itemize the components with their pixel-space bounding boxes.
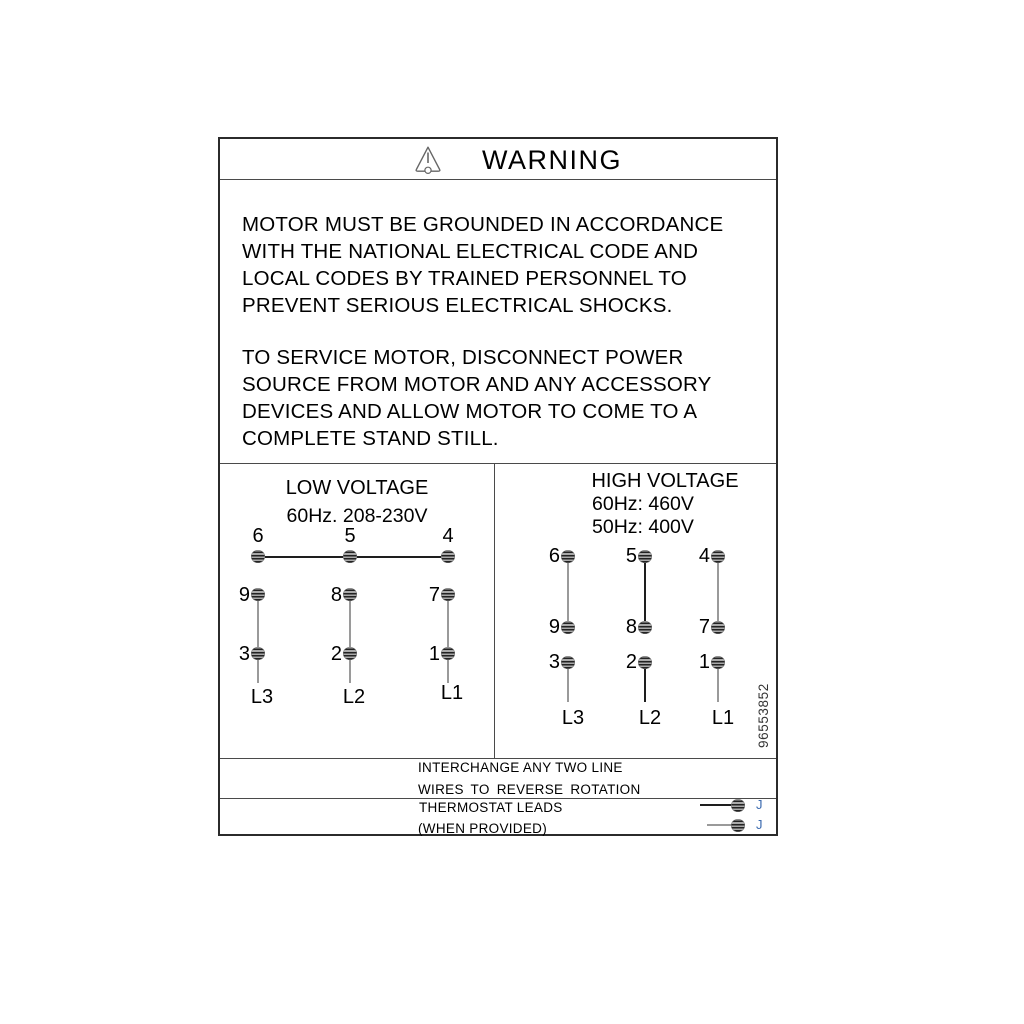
- paragraph-line: MOTOR MUST BE GROUNDED IN ACCORDANCE: [242, 213, 724, 236]
- lv-terminal-8-label: 8: [330, 584, 342, 606]
- lv-terminal-7-dot: [441, 588, 455, 601]
- paragraph-line: SOURCE FROM MOTOR AND ANY ACCESSORY: [242, 373, 712, 396]
- hv-terminal-7-label: 7: [698, 616, 710, 638]
- thermostat-leads-line2: (WHEN PROVIDED): [418, 821, 547, 836]
- rotation-note-line1: INTERCHANGE ANY TWO LINE: [418, 760, 623, 775]
- thermostat-divider: [220, 798, 776, 799]
- hv-terminal-6-label: 6: [548, 545, 560, 567]
- rotation-note-top-divider: [220, 758, 776, 759]
- paragraph-line: WITH THE NATIONAL ELECTRICAL CODE AND: [242, 240, 699, 263]
- lv-terminal-3-dot: [251, 647, 265, 660]
- paragraph-line: DEVICES AND ALLOW MOTOR TO COME TO A: [242, 400, 698, 423]
- paragraph-line: TO SERVICE MOTOR, DISCONNECT POWER: [242, 346, 684, 369]
- paragraph-line: PREVENT SERIOUS ELECTRICAL SHOCKS.: [242, 294, 673, 317]
- thermostat-lead-dot-1: [731, 799, 745, 812]
- header-divider: [220, 179, 776, 180]
- lv-terminal-7-label: 7: [428, 584, 440, 606]
- hv-terminal-6-dot: [561, 550, 575, 563]
- warning-title: WARNING: [482, 145, 622, 175]
- low-voltage-title: LOW VOLTAGE: [285, 477, 429, 499]
- hv-terminal-5-dot: [638, 550, 652, 563]
- rotation-note-line2: WIRES TO REVERSE ROTATION: [418, 782, 641, 797]
- hv-terminal-9-dot: [561, 621, 575, 634]
- hv-terminal-4-dot: [711, 550, 725, 563]
- hv-terminal-7-dot: [711, 621, 725, 634]
- hv-wire-6-9: [567, 556, 569, 627]
- service-warning-paragraph: [242, 344, 762, 452]
- voltage-column-divider: [494, 463, 495, 758]
- lv-terminal-1-label: 1: [428, 643, 440, 665]
- lv-terminal-5-dot: [343, 550, 357, 563]
- lv-lead-l1: L1: [440, 682, 464, 704]
- hv-wire-5-8: [644, 556, 646, 627]
- hv-terminal-5-label: 5: [625, 545, 637, 567]
- high-voltage-subtitle-50hz: 50Hz: 400V: [592, 516, 694, 538]
- thermostat-lead-dot-2: [731, 819, 745, 832]
- grounding-warning-paragraph: [242, 211, 762, 319]
- hv-terminal-2-label: 2: [625, 651, 637, 673]
- voltage-section-divider: [220, 463, 776, 464]
- hv-terminal-4-label: 4: [698, 545, 710, 567]
- motor-warning-label: [218, 137, 778, 836]
- lv-wire-l3: [257, 595, 259, 683]
- hv-terminal-2-dot: [638, 656, 652, 669]
- lv-wire-l1: [447, 595, 449, 683]
- hv-wire-4-7: [717, 556, 719, 627]
- lv-terminal-6-dot: [251, 550, 265, 563]
- hv-lead-l3: L3: [561, 707, 585, 729]
- lv-terminal-2-label: 2: [330, 643, 342, 665]
- thermostat-leads-line1: THERMOSTAT LEADS: [419, 800, 563, 815]
- hv-terminal-3-label: 3: [548, 651, 560, 673]
- hv-terminal-8-dot: [638, 621, 652, 634]
- lv-terminal-6-label: 6: [252, 525, 264, 547]
- hv-terminal-9-label: 9: [548, 616, 560, 638]
- thermostat-lead-j-label-1: J: [756, 797, 763, 812]
- lv-terminal-9-dot: [251, 588, 265, 601]
- lv-terminal-9-label: 9: [238, 584, 250, 606]
- hv-terminal-1-dot: [711, 656, 725, 669]
- lv-terminal-5-label: 5: [344, 525, 356, 547]
- warning-triangle-icon: [413, 144, 443, 174]
- lv-terminal-4-label: 4: [442, 525, 454, 547]
- lv-terminal-8-dot: [343, 588, 357, 601]
- hv-terminal-1-label: 1: [698, 651, 710, 673]
- lv-lead-l3: L3: [250, 686, 274, 708]
- lv-terminal-2-dot: [343, 647, 357, 660]
- hv-terminal-3-dot: [561, 656, 575, 669]
- high-voltage-subtitle-60hz: 60Hz: 460V: [592, 493, 694, 515]
- hv-lead-l2: L2: [638, 707, 662, 729]
- thermostat-lead-j-label-2: J: [756, 817, 763, 832]
- paragraph-line: COMPLETE STAND STILL.: [242, 427, 499, 450]
- thermostat-lead-wire-1: [700, 804, 731, 806]
- thermostat-lead-wire-2: [707, 824, 731, 826]
- part-number: 96553852: [756, 683, 771, 748]
- hv-lead-l1: L1: [711, 707, 735, 729]
- lv-terminal-1-dot: [441, 647, 455, 660]
- lv-terminal-3-label: 3: [238, 643, 250, 665]
- low-voltage-subtitle: 60Hz. 208-230V: [286, 505, 428, 527]
- lv-wire-l2: [349, 595, 351, 683]
- hv-terminal-8-label: 8: [625, 616, 637, 638]
- lv-lead-l2: L2: [342, 686, 366, 708]
- paragraph-line: LOCAL CODES BY TRAINED PERSONNEL TO: [242, 267, 687, 290]
- lv-terminal-4-dot: [441, 550, 455, 563]
- high-voltage-title: HIGH VOLTAGE: [591, 470, 739, 492]
